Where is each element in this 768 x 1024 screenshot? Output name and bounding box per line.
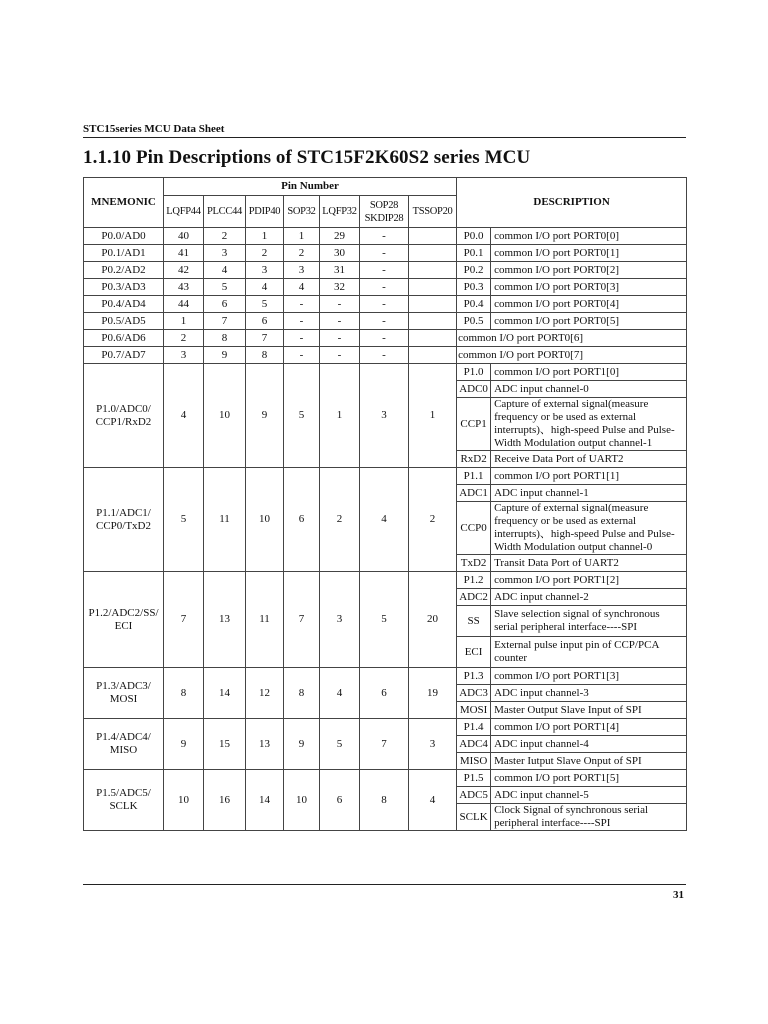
pin-cell: 10 [204,364,246,468]
signal-code-cell: P1.4 [457,719,491,736]
pin-cell: 40 [164,228,204,245]
pin-cell [409,262,457,279]
pin-cell: 10 [164,770,204,831]
signal-code-cell: MISO [457,753,491,770]
pin-cell: 10 [284,770,320,831]
pin-cell: 2 [246,245,284,262]
description-cell: common I/O port PORT1[5] [491,770,687,787]
pin-cell: 7 [246,330,284,347]
description-cell: ADC input channel-3 [491,685,687,702]
description-cell: Capture of external signal(measure frequency or be used as external interrupts)、high-speed Pulse and Pulse-Width Modulation output channel-0 [491,502,687,555]
signal-code-cell: SCLK [457,804,491,831]
pin-cell: 5 [204,279,246,296]
pin-cell: 4 [164,364,204,468]
table-row [84,364,687,381]
mnemonic-cell: P1.0/ADC0/ CCP1/RxD2 [84,364,164,468]
package-header: SOP32 [284,196,320,228]
pin-description-table [83,177,687,831]
description-cell: common I/O port PORT1[3] [491,668,687,685]
pin-cell: 43 [164,279,204,296]
pin-cell [409,313,457,330]
mnemonic-cell: P1.4/ADC4/ MISO [84,719,164,770]
description-cell: ADC input channel-5 [491,787,687,804]
description-cell: common I/O port PORT0[7] [457,347,687,364]
pin-cell: 1 [409,364,457,468]
pin-cell: 5 [164,468,204,572]
signal-code-cell: P1.0 [457,364,491,381]
pin-cell: 9 [204,347,246,364]
signal-code-cell: CCP1 [457,398,491,451]
pin-cell [409,330,457,347]
pin-cell: 9 [246,364,284,468]
table-row [84,313,687,330]
pin-cell [409,279,457,296]
pin-cell: 3 [246,262,284,279]
pin-cell: 14 [204,668,246,719]
mnemonic-cell: P1.5/ADC5/ SCLK [84,770,164,831]
mnemonic-cell: P0.2/AD2 [84,262,164,279]
signal-code-cell: ECI [457,637,491,668]
pin-cell: - [320,347,360,364]
mnemonic-cell: P0.1/AD1 [84,245,164,262]
mnemonic-cell: P0.6/AD6 [84,330,164,347]
pin-cell: 7 [284,572,320,668]
description-cell: common I/O port PORT0[5] [491,313,687,330]
package-label-sop28: SOP28 [369,199,399,211]
pin-cell: - [360,296,409,313]
description-cell: common I/O port PORT0[6] [457,330,687,347]
table-row [84,296,687,313]
table-row [84,228,687,245]
signal-code-cell: SS [457,606,491,637]
description-cell: common I/O port PORT0[4] [491,296,687,313]
package-label-skdip28: SKDIP28 [364,212,404,224]
pin-cell: 8 [284,668,320,719]
signal-code-cell: P1.1 [457,468,491,485]
description-cell: Slave selection signal of synchronous serial peripheral interface----SPI [491,606,687,637]
page-number: 31 [673,889,684,901]
table-row [84,719,687,736]
pin-cell [409,296,457,313]
description-cell: common I/O port PORT1[2] [491,572,687,589]
description-cell: common I/O port PORT0[2] [491,262,687,279]
pin-cell: 13 [246,719,284,770]
description-cell: common I/O port PORT1[4] [491,719,687,736]
signal-code-cell: ADC4 [457,736,491,753]
signal-code-cell: ADC2 [457,589,491,606]
signal-code-cell: ADC3 [457,685,491,702]
pin-cell: - [360,330,409,347]
signal-code-cell: ADC5 [457,787,491,804]
pin-cell: 5 [320,719,360,770]
table-row [84,770,687,787]
description-cell: Master Output Slave Input of SPI [491,702,687,719]
pin-cell: 29 [320,228,360,245]
pin-cell: 14 [246,770,284,831]
signal-code-cell: P0.5 [457,313,491,330]
pin-cell: 32 [320,279,360,296]
pin-cell: - [284,347,320,364]
pin-cell: 2 [204,228,246,245]
pin-cell: 4 [320,668,360,719]
pin-cell: 6 [284,468,320,572]
description-cell: ADC input channel-0 [491,381,687,398]
description-cell: External pulse input pin of CCP/PCA counter [491,637,687,668]
pin-cell: 7 [204,313,246,330]
description-cell: Receive Data Port of UART2 [491,451,687,468]
description-cell: Master Iutput Slave Onput of SPI [491,753,687,770]
pin-cell: - [360,279,409,296]
pin-cell: - [320,330,360,347]
pin-cell: 42 [164,262,204,279]
pin-cell: 3 [204,245,246,262]
pin-cell: 5 [246,296,284,313]
table-row [84,279,687,296]
mnemonic-cell: P0.3/AD3 [84,279,164,296]
description-cell: common I/O port PORT0[0] [491,228,687,245]
signal-code-cell: P1.2 [457,572,491,589]
package-header-sop28-skdip28 [360,196,409,228]
signal-code-cell: P0.0 [457,228,491,245]
description-cell: common I/O port PORT0[1] [491,245,687,262]
pin-cell: 20 [409,572,457,668]
pin-cell: 7 [164,572,204,668]
pin-cell: 15 [204,719,246,770]
signal-code-cell: RxD2 [457,451,491,468]
description-cell: ADC input channel-1 [491,485,687,502]
pin-cell: 5 [360,572,409,668]
document-header: STC15series MCU Data Sheet [83,123,225,135]
table-row [84,468,687,485]
pin-cell: - [284,330,320,347]
signal-code-cell: ADC1 [457,485,491,502]
description-cell: common I/O port PORT0[3] [491,279,687,296]
table-row [84,245,687,262]
pin-cell: - [360,245,409,262]
pin-cell: 6 [360,668,409,719]
signal-code-cell: P0.1 [457,245,491,262]
mnemonic-cell: P1.2/ADC2/SS/ ECI [84,572,164,668]
pin-cell: 3 [284,262,320,279]
description-header: DESCRIPTION [457,178,687,228]
pin-cell: 9 [164,719,204,770]
description-cell: ADC input channel-2 [491,589,687,606]
pin-cell: 13 [204,572,246,668]
pin-cell: 19 [409,668,457,719]
pin-cell: - [320,313,360,330]
package-header: LQFP44 [164,196,204,228]
pin-cell [409,347,457,364]
pin-cell: 3 [360,364,409,468]
description-cell: Transit Data Port of UART2 [491,555,687,572]
package-header: LQFP32 [320,196,360,228]
header-rule [83,137,686,138]
signal-code-cell: P0.4 [457,296,491,313]
pin-cell: 9 [284,719,320,770]
pin-cell: 2 [284,245,320,262]
pin-cell: - [320,296,360,313]
table-row [84,572,687,589]
signal-code-cell: P1.3 [457,668,491,685]
description-cell: ADC input channel-4 [491,736,687,753]
signal-code-cell: P0.2 [457,262,491,279]
table-row [84,347,687,364]
mnemonic-header: MNEMONIC [84,178,164,228]
pin-cell: 3 [409,719,457,770]
pin-cell: 3 [164,347,204,364]
pin-cell: 4 [246,279,284,296]
pin-cell: 30 [320,245,360,262]
mnemonic-cell: P0.0/AD0 [84,228,164,245]
pin-cell: - [360,347,409,364]
pin-number-header: Pin Number [164,178,457,196]
package-header: TSSOP20 [409,196,457,228]
pin-cell: 6 [320,770,360,831]
signal-code-cell: MOSI [457,702,491,719]
table-row [84,668,687,685]
pin-cell: - [284,296,320,313]
mnemonic-cell: P1.3/ADC3/ MOSI [84,668,164,719]
description-cell: common I/O port PORT1[1] [491,468,687,485]
signal-code-cell: P1.5 [457,770,491,787]
pin-cell: 41 [164,245,204,262]
pin-cell: 7 [360,719,409,770]
package-header: PLCC44 [204,196,246,228]
pin-cell: - [360,228,409,245]
pin-cell: 2 [320,468,360,572]
pin-cell: 8 [164,668,204,719]
mnemonic-cell: P1.1/ADC1/ CCP0/TxD2 [84,468,164,572]
pin-cell: 2 [409,468,457,572]
description-cell: Capture of external signal(measure frequency or be used as external interrupts)、high-speed Pulse and Pulse-Width Modulation output channel-1 [491,398,687,451]
pin-cell: 3 [320,572,360,668]
pin-cell: 2 [164,330,204,347]
pin-cell: 12 [246,668,284,719]
mnemonic-cell: P0.5/AD5 [84,313,164,330]
mnemonic-cell: P0.4/AD4 [84,296,164,313]
pin-cell: 6 [204,296,246,313]
description-cell: common I/O port PORT1[0] [491,364,687,381]
pin-cell: 8 [204,330,246,347]
pin-cell: 16 [204,770,246,831]
signal-code-cell: CCP0 [457,502,491,555]
pin-cell: 4 [409,770,457,831]
pin-cell: 8 [246,347,284,364]
pin-cell: - [284,313,320,330]
pin-cell: 8 [360,770,409,831]
package-header: PDIP40 [246,196,284,228]
mnemonic-cell: P0.7/AD7 [84,347,164,364]
pin-cell: 4 [360,468,409,572]
pin-cell: 1 [164,313,204,330]
signal-code-cell: TxD2 [457,555,491,572]
description-cell: Clock Signal of synchronous serial peripheral interface----SPI [491,804,687,831]
table-row [84,262,687,279]
pin-cell [409,228,457,245]
section-title: 1.1.10 Pin Descriptions of STC15F2K60S2 series MCU [83,147,531,168]
pin-cell: 6 [246,313,284,330]
pin-cell: 11 [204,468,246,572]
table-body [84,228,687,831]
pin-cell: 10 [246,468,284,572]
footer-rule [83,884,686,885]
pin-cell: 31 [320,262,360,279]
pin-cell: - [360,262,409,279]
pin-cell: - [360,313,409,330]
pin-cell: 4 [284,279,320,296]
pin-cell: 11 [246,572,284,668]
signal-code-cell: P0.3 [457,279,491,296]
signal-code-cell: ADC0 [457,381,491,398]
table-row [84,330,687,347]
pin-cell [409,245,457,262]
pin-cell: 4 [204,262,246,279]
pin-cell: 5 [284,364,320,468]
pin-cell: 1 [246,228,284,245]
pin-cell: 44 [164,296,204,313]
pin-cell: 1 [320,364,360,468]
pin-cell: 1 [284,228,320,245]
